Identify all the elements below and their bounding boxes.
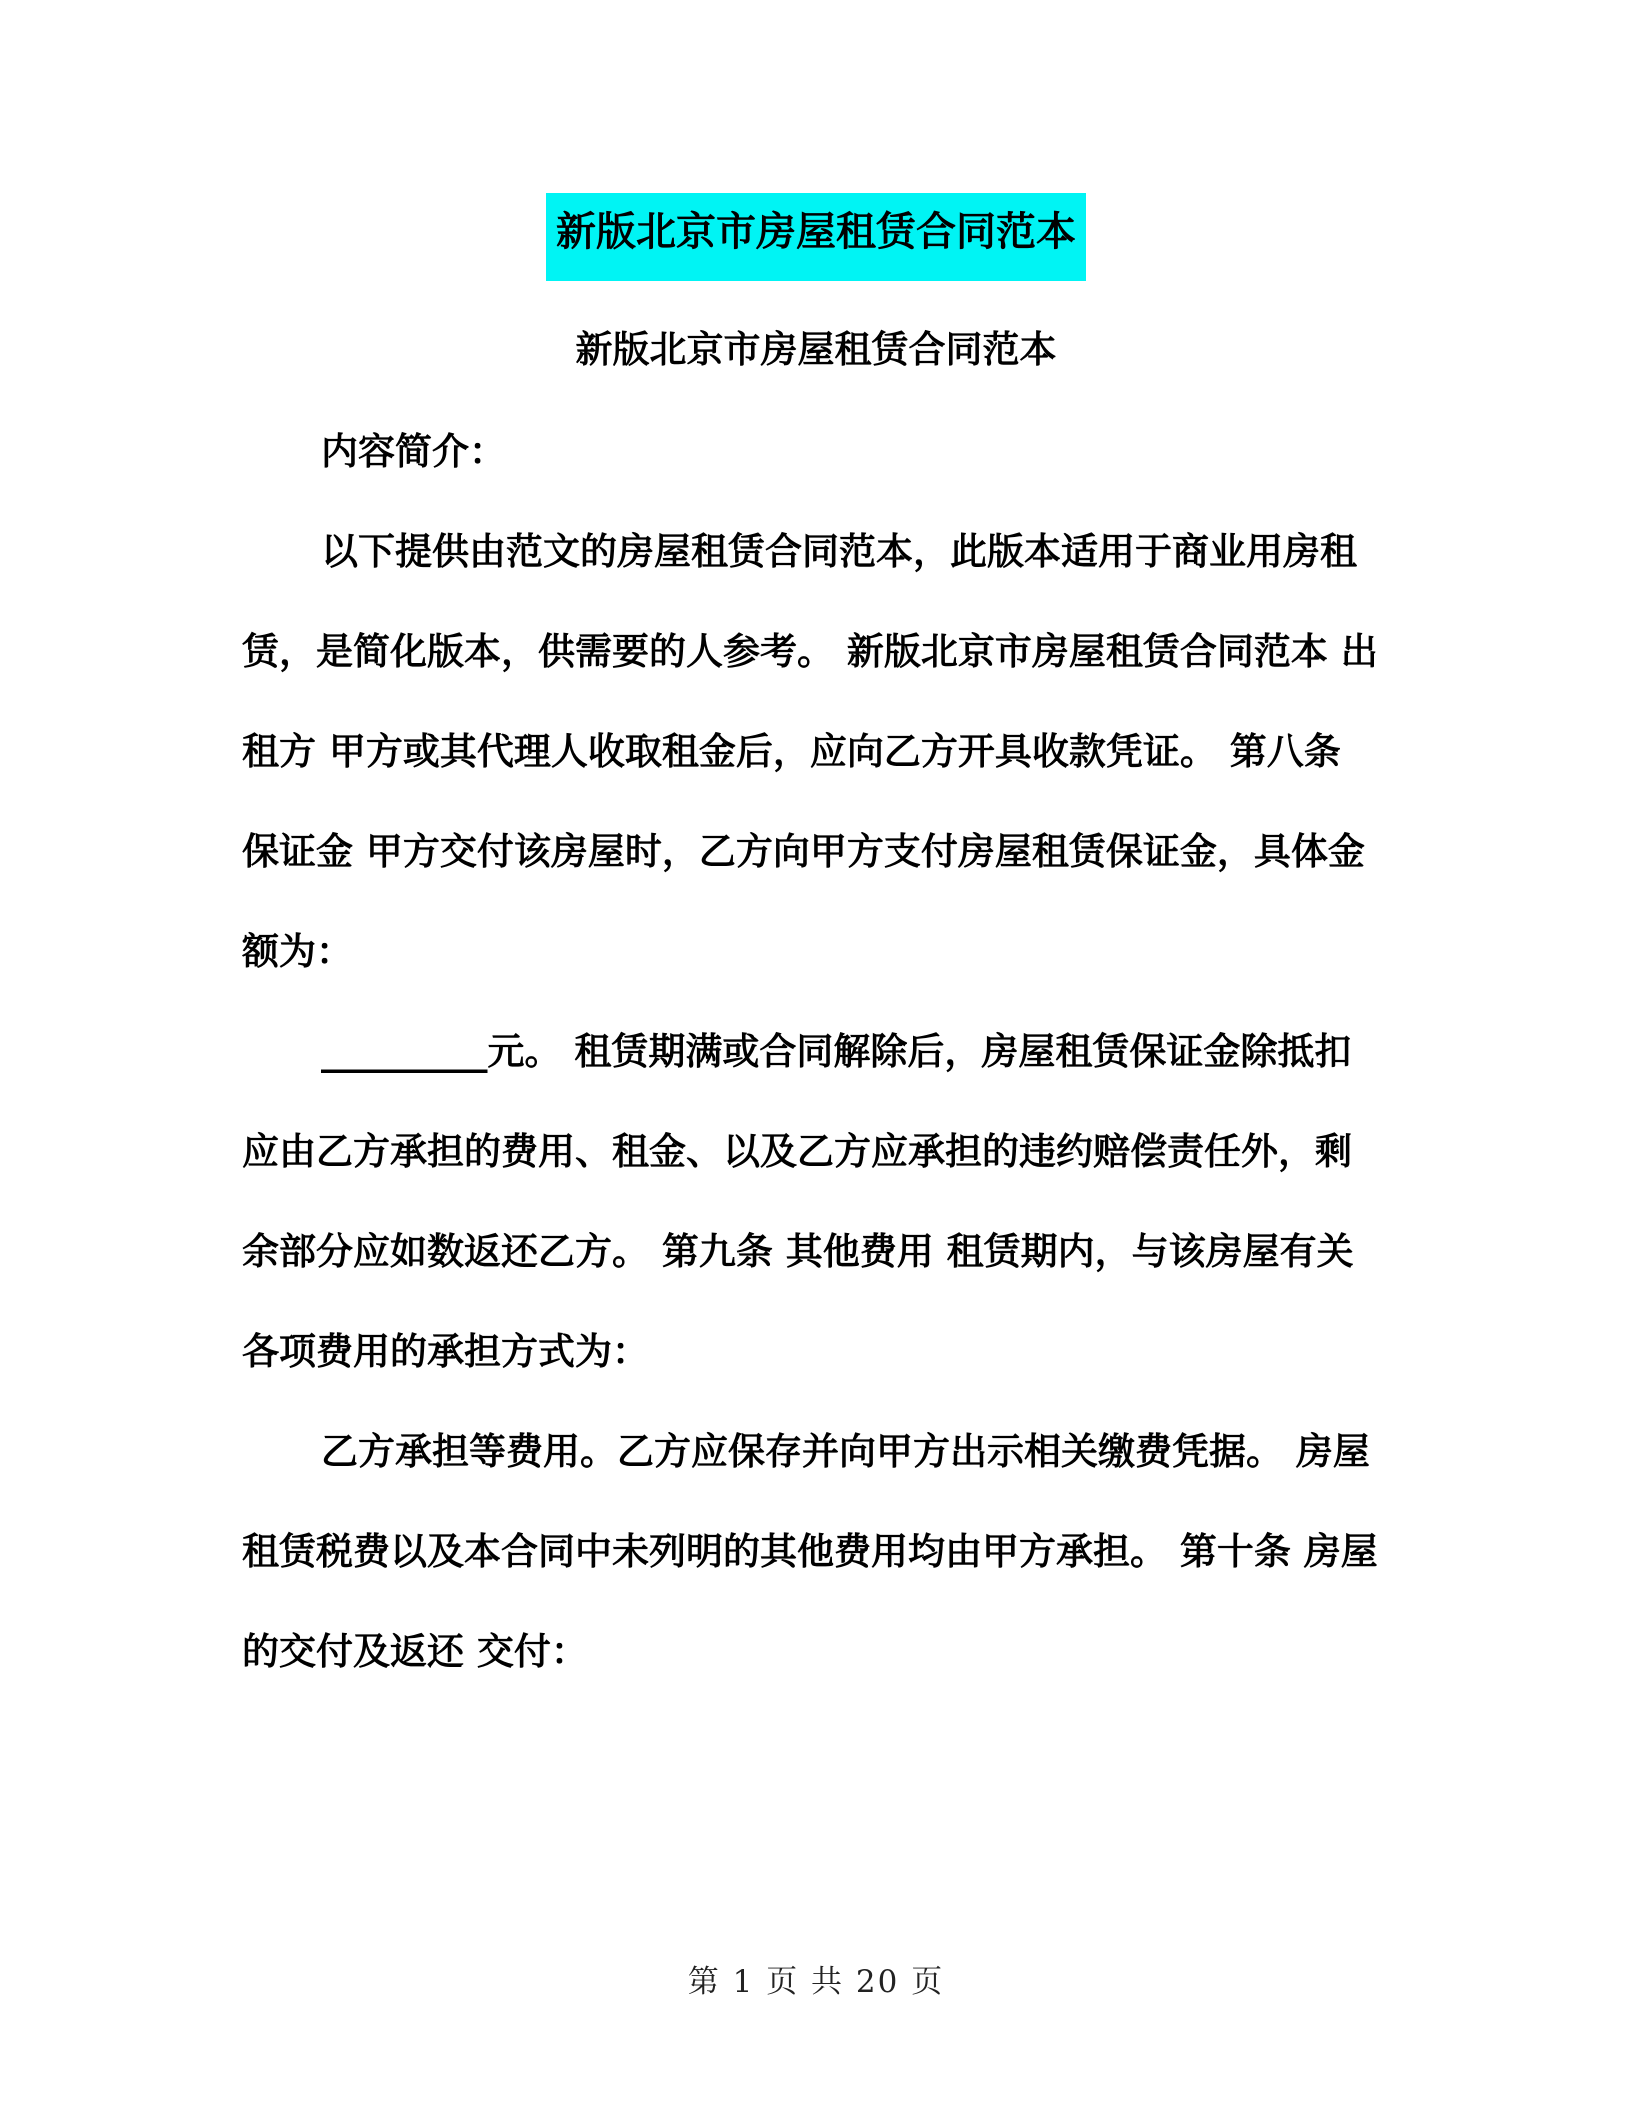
document-title: 新版北京市房屋租赁合同范本 [546, 193, 1086, 281]
text-line: 租赁税费以及本合同中未列明的其他费用均由甲方承担。 第十条 房屋 [242, 1530, 1378, 1573]
page-number-footer: 第 1 页 共 20 页 [687, 1964, 945, 2000]
text-line: 以下提供由范文的房屋租赁合同范本，此版本适用于商业用房租 [321, 530, 1357, 573]
text-line: 的交付及返还 交付： [242, 1630, 588, 1673]
text-line: _________元。 租赁期满或合同解除后，房屋租赁保证金除抵扣 [321, 1030, 1352, 1073]
text-line-summary-heading: 内容简介： [321, 430, 506, 473]
title-container [0, 193, 1632, 281]
text-line: 保证金 甲方交付该房屋时，乙方向甲方支付房屋租赁保证金，具体金 [242, 830, 1365, 873]
text-line: 赁，是简化版本，供需要的人参考。 新版北京市房屋租赁合同范本 出 [242, 630, 1378, 673]
text-line: 应由乙方承担的费用、租金、以及乙方应承担的违约赔偿责任外，剩 [242, 1130, 1352, 1173]
text-line: 乙方承担等费用。乙方应保存并向甲方出示相关缴费凭据。 房屋 [321, 1430, 1370, 1473]
document-subtitle: 新版北京市房屋租赁合同范本 [575, 328, 1057, 371]
text-line: 额为： [242, 930, 353, 973]
text-line: 各项费用的承担方式为： [242, 1330, 649, 1373]
text-line: 余部分应如数返还乙方。 第九条 其他费用 租赁期内，与该房屋有关 [242, 1230, 1354, 1273]
text-line: 租方 甲方或其代理人收取租金后，应向乙方开具收款凭证。 第八条 [242, 730, 1341, 773]
